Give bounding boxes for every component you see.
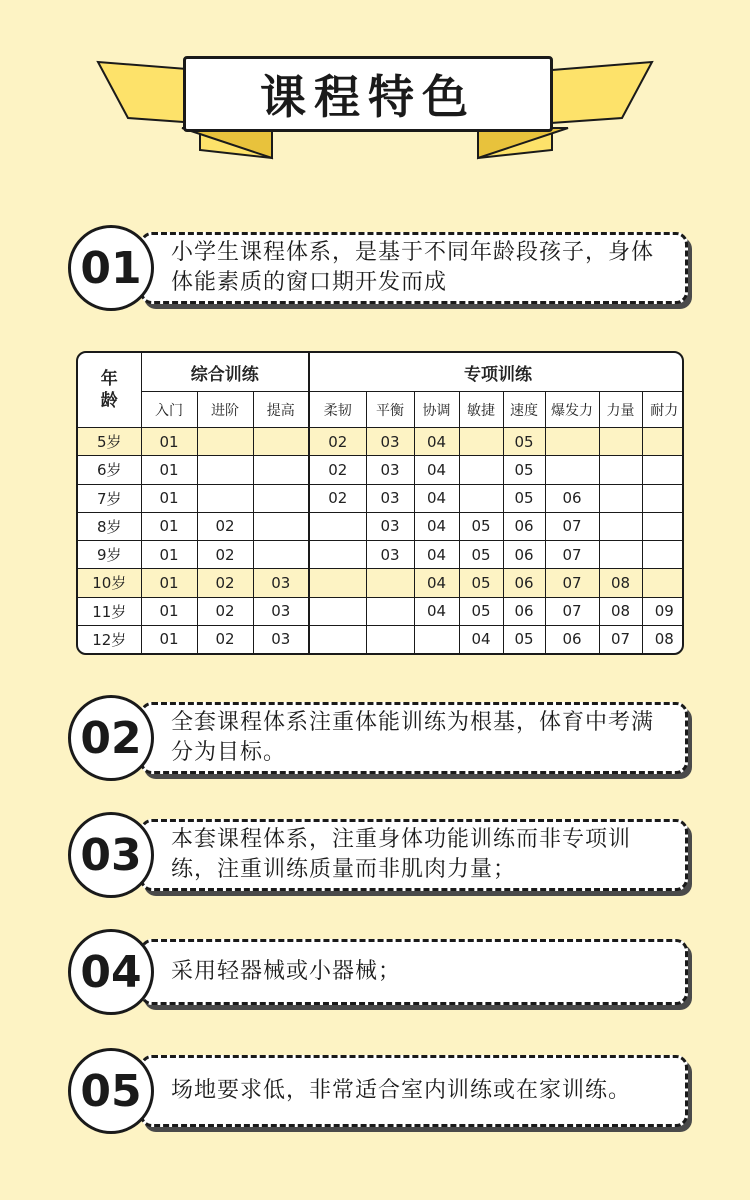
- table-row: [78, 597, 684, 625]
- table-cell: 03: [366, 512, 414, 540]
- table-cell: [253, 428, 309, 456]
- table-cell: 09: [642, 597, 684, 625]
- table-cell: 05: [459, 569, 503, 597]
- table-cell: 01: [141, 625, 197, 653]
- sub-header: 耐力: [642, 392, 684, 428]
- table-cell: 01: [141, 512, 197, 540]
- sub-header: 进阶: [197, 392, 253, 428]
- sub-header: 提高: [253, 392, 309, 428]
- table-cell: 01: [141, 541, 197, 569]
- table-cell: [253, 456, 309, 484]
- table-cell: [253, 484, 309, 512]
- page-title: 课程特色: [183, 56, 553, 132]
- table-cell: 06: [545, 625, 599, 653]
- table-cell: [366, 597, 414, 625]
- sub-header: 柔韧: [309, 392, 366, 428]
- table-cell: [545, 456, 599, 484]
- age-cell: 8岁: [78, 512, 141, 540]
- table-cell: 02: [309, 456, 366, 484]
- table-row: [78, 541, 684, 569]
- feature-04: [68, 929, 688, 1015]
- table-cell: 07: [545, 512, 599, 540]
- table-cell: 03: [253, 625, 309, 653]
- sub-header: 协调: [414, 392, 459, 428]
- table-cell: 04: [414, 569, 459, 597]
- course-table: [76, 351, 684, 655]
- table-row: [78, 428, 684, 456]
- table-cell: 04: [414, 428, 459, 456]
- sub-header: 入门: [141, 392, 197, 428]
- sub-header: 速度: [503, 392, 545, 428]
- table-cell: 02: [197, 625, 253, 653]
- table-cell: 02: [197, 541, 253, 569]
- table-cell: 01: [141, 484, 197, 512]
- sub-header: 爆发力: [545, 392, 599, 428]
- table-cell: 07: [545, 569, 599, 597]
- feature-text: 采用轻器械或小器械；: [140, 939, 688, 1005]
- table-cell: 04: [414, 541, 459, 569]
- table-row: [78, 484, 684, 512]
- table-cell: [366, 625, 414, 653]
- table-cell: 06: [503, 541, 545, 569]
- table-cell: 04: [414, 456, 459, 484]
- table-cell: [414, 625, 459, 653]
- table-cell: [642, 428, 684, 456]
- sub-header: 平衡: [366, 392, 414, 428]
- table-cell: [545, 428, 599, 456]
- group-header-special: 专项训练: [309, 353, 684, 392]
- table-row: [78, 569, 684, 597]
- age-header-line2: 龄: [100, 391, 118, 411]
- title-banner: [0, 0, 750, 180]
- table-cell: [599, 512, 642, 540]
- table-cell: 05: [503, 625, 545, 653]
- table-cell: 01: [141, 569, 197, 597]
- table-row: [78, 456, 684, 484]
- table-cell: [366, 569, 414, 597]
- table-cell: 03: [366, 428, 414, 456]
- table-cell: 03: [366, 456, 414, 484]
- table-cell: [642, 484, 684, 512]
- table-cell: 02: [309, 484, 366, 512]
- table-cell: 02: [197, 597, 253, 625]
- feature-number: 05: [68, 1048, 154, 1134]
- table-row: [78, 625, 684, 653]
- age-header-line1: 年: [100, 369, 118, 389]
- sub-header: 力量: [599, 392, 642, 428]
- table-cell: 05: [503, 484, 545, 512]
- feature-number: 03: [68, 812, 154, 898]
- age-cell: 9岁: [78, 541, 141, 569]
- table-cell: 04: [414, 597, 459, 625]
- feature-number: 01: [68, 225, 154, 311]
- age-cell: 5岁: [78, 428, 141, 456]
- table-cell: [253, 541, 309, 569]
- feature-03: [68, 812, 688, 898]
- table-cell: [309, 569, 366, 597]
- table-cell: 04: [414, 512, 459, 540]
- table-cell: 08: [599, 569, 642, 597]
- table-cell: [599, 428, 642, 456]
- feature-text: 全套课程体系注重体能训练为根基，体育中考满分为目标。: [140, 702, 688, 774]
- table-cell: 04: [459, 625, 503, 653]
- age-cell: 11岁: [78, 597, 141, 625]
- table-cell: 06: [503, 597, 545, 625]
- feature-text: 本套课程体系，注重身体功能训练而非专项训练，注重训练质量而非肌肉力量；: [140, 819, 688, 891]
- table-cell: 05: [459, 541, 503, 569]
- table-cell: [309, 512, 366, 540]
- age-header: [78, 353, 141, 428]
- age-cell: 12岁: [78, 625, 141, 653]
- table-cell: [197, 484, 253, 512]
- table-cell: [642, 456, 684, 484]
- table-cell: [197, 456, 253, 484]
- table-cell: [642, 569, 684, 597]
- table-cell: 03: [366, 541, 414, 569]
- table-cell: [309, 625, 366, 653]
- table-cell: 02: [197, 512, 253, 540]
- feature-number: 02: [68, 695, 154, 781]
- table-body: [78, 428, 684, 653]
- feature-01: [68, 225, 688, 311]
- table-cell: 03: [366, 484, 414, 512]
- table-cell: 07: [545, 597, 599, 625]
- age-cell: 7岁: [78, 484, 141, 512]
- feature-02: [68, 695, 688, 781]
- feature-05: [68, 1048, 688, 1134]
- table-cell: [459, 484, 503, 512]
- age-cell: 6岁: [78, 456, 141, 484]
- table-cell: [253, 512, 309, 540]
- table-cell: 05: [503, 456, 545, 484]
- age-cell: 10岁: [78, 569, 141, 597]
- table-cell: 03: [253, 597, 309, 625]
- table-cell: [309, 541, 366, 569]
- table-cell: [459, 428, 503, 456]
- table-cell: 05: [503, 428, 545, 456]
- table-cell: 05: [459, 597, 503, 625]
- group-header-general: 综合训练: [141, 353, 309, 392]
- table-cell: 01: [141, 456, 197, 484]
- table-cell: [599, 484, 642, 512]
- table-cell: 08: [599, 597, 642, 625]
- table-cell: [599, 456, 642, 484]
- feature-number: 04: [68, 929, 154, 1015]
- table-cell: 01: [141, 428, 197, 456]
- table-cell: 06: [545, 484, 599, 512]
- table-cell: 04: [414, 484, 459, 512]
- table-cell: 02: [309, 428, 366, 456]
- table-cell: [459, 456, 503, 484]
- feature-text: 小学生课程体系，是基于不同年龄段孩子，身体体能素质的窗口期开发而成: [140, 232, 688, 304]
- table-cell: [309, 597, 366, 625]
- table-cell: 06: [503, 569, 545, 597]
- table-cell: 07: [599, 625, 642, 653]
- feature-text: 场地要求低，非常适合室内训练或在家训练。: [140, 1055, 688, 1127]
- table-cell: 02: [197, 569, 253, 597]
- table-cell: [599, 541, 642, 569]
- table-cell: 08: [642, 625, 684, 653]
- table-cell: [642, 512, 684, 540]
- table-cell: 03: [253, 569, 309, 597]
- table-cell: [642, 541, 684, 569]
- table-row: [78, 512, 684, 540]
- table-cell: 07: [545, 541, 599, 569]
- table-cell: [197, 428, 253, 456]
- table-cell: 01: [141, 597, 197, 625]
- table-cell: 06: [503, 512, 545, 540]
- sub-header: 敏捷: [459, 392, 503, 428]
- table-cell: 05: [459, 512, 503, 540]
